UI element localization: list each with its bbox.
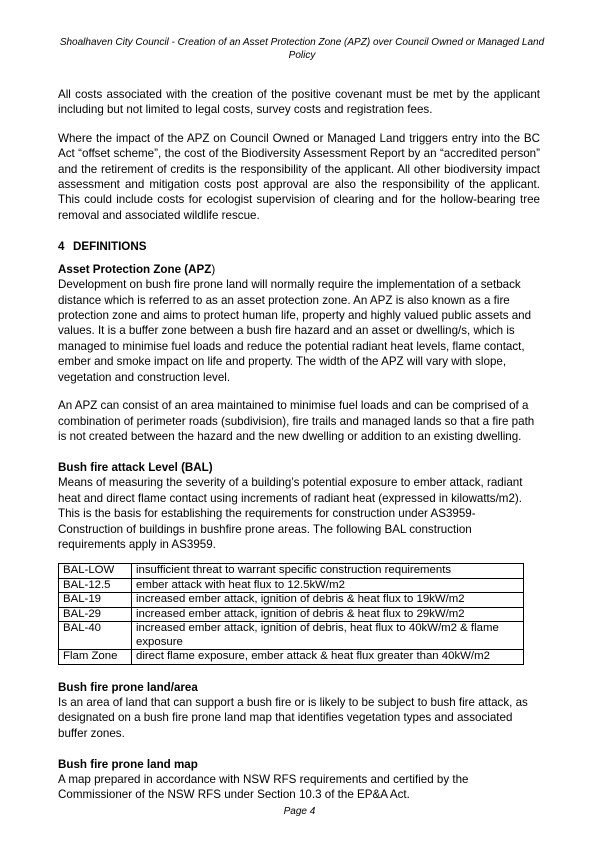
bal-description-cell: direct flame exposure, ember attack & heat flux greater than 40kW/m2 <box>132 650 524 665</box>
bal-definition-paragraph: Means of measuring the severity of a building’s potential exposure to ember attack, radiant heat and direct flame contact using increments of radiant heat (expressed in kilowatts/m2). This is the basis for establishing the requirements for construction under AS3959-Construction of buildings in bushfire prone areas. The following BAL construction requirements apply in AS3959. <box>58 476 523 551</box>
header-title-line2: Policy <box>288 50 316 61</box>
table-row <box>59 607 524 622</box>
page-number: Page 4 <box>283 806 316 817</box>
bal-code-cell: BAL-19 <box>59 593 132 608</box>
table-row <box>59 593 524 608</box>
apz-heading <box>58 262 540 277</box>
bal-code-cell: BAL-LOW <box>59 564 132 579</box>
header-title-line1: Shoalhaven City Council - Creation of an Asset Protection Zone (APZ) over Council Owned or Managed Land <box>59 37 545 48</box>
bal-description-cell: increased ember attack, ignition of debris & heat flux to 19kW/m2 <box>132 593 524 608</box>
costs-paragraph: All costs associated with the creation of the positive covenant must be met by the applicant including but not limited to legal costs, survey costs and registration fees. <box>58 88 540 117</box>
prone-land-paragraph: Is an area of land that can support a bush fire or is likely to be subject to bush fire attack, as designated on a bush fire prone land map that identifies vegetation types and associated buffer zones. <box>58 695 528 740</box>
table-row <box>59 622 524 650</box>
bal-code-cell: BAL-12.5 <box>59 578 132 593</box>
bal-description-cell: insufficient threat to warrant specific construction requirements <box>132 564 524 579</box>
page-header <box>55 36 549 62</box>
apz-heading-text: Asset Protection Zone (APZ <box>58 263 212 277</box>
bal-code-cell: BAL-29 <box>59 607 132 622</box>
prone-map-paragraph: A map prepared in accordance with NSW RFS requirements and certified by the Commissioner of the NSW RFS under Section 10.3 of the EP&A Act. <box>58 773 469 802</box>
section-number: 4 <box>58 240 65 254</box>
page-content <box>58 87 540 816</box>
apz-heading-suffix: ) <box>211 263 216 277</box>
bal-description-cell: increased ember attack, ignition of debris, heat flux to 40kW/m2 & flame exposure <box>132 622 524 650</box>
bal-code-cell: BAL-40 <box>59 622 132 650</box>
bal-description-cell: increased ember attack, ignition of debris & heat flux to 29kW/m2 <box>132 607 524 622</box>
bal-description-cell: ember attack with heat flux to 12.5kW/m2 <box>132 578 524 593</box>
section-heading-definitions <box>58 239 540 254</box>
table-row <box>59 564 524 579</box>
bc-act-paragraph: Where the impact of the APZ on Council Owned or Managed Land triggers entry into the BC Act “offset scheme”, the cost of the Biodiversity Assessment Report by an “accredited person” and the retirement of credits is the responsibility of the applicant. All other biodiversity impact assessment and mitigation costs post approval are also the responsibility of the applicant. This could include costs for ecologist supervision of clearing and for the hollow-bearing tree removal and associated wildlife rescue. <box>58 131 540 222</box>
table-row <box>59 650 524 665</box>
bal-heading: Bush fire attack Level (BAL) <box>58 461 213 475</box>
prone-land-heading: Bush fire prone land/area <box>58 680 198 694</box>
section-title: DEFINITIONS <box>73 240 147 254</box>
table-row <box>59 578 524 593</box>
bal-code-cell: Flam Zone <box>59 650 132 665</box>
apz-composition-paragraph: An APZ can consist of an area maintained to minimise fuel loads and can be comprised of a combination of perimeter roads (subdivision), fire trails and managed lands so that a fire path is not created between the hazard and the new dwelling or addition to an existing dwelling. <box>58 399 535 443</box>
prone-map-heading: Bush fire prone land map <box>58 758 198 772</box>
apz-definition-paragraph: Development on bush fire prone land will normally require the implementation of a setback distance which is referred to as an asset protection zone. An APZ is also known as a fire protection zone and aims to protect human life, property and highly valued public assets and values. It is a buffer zone between a bush fire hazard and an asset or dwelling/s, which is managed to minimise fuel loads and reduce the potential radiant heat levels, flame contact, ember and smoke impact on life and property. The width of the APZ will vary with slope, vegetation and construction level. <box>58 278 532 384</box>
bal-table <box>58 563 524 665</box>
